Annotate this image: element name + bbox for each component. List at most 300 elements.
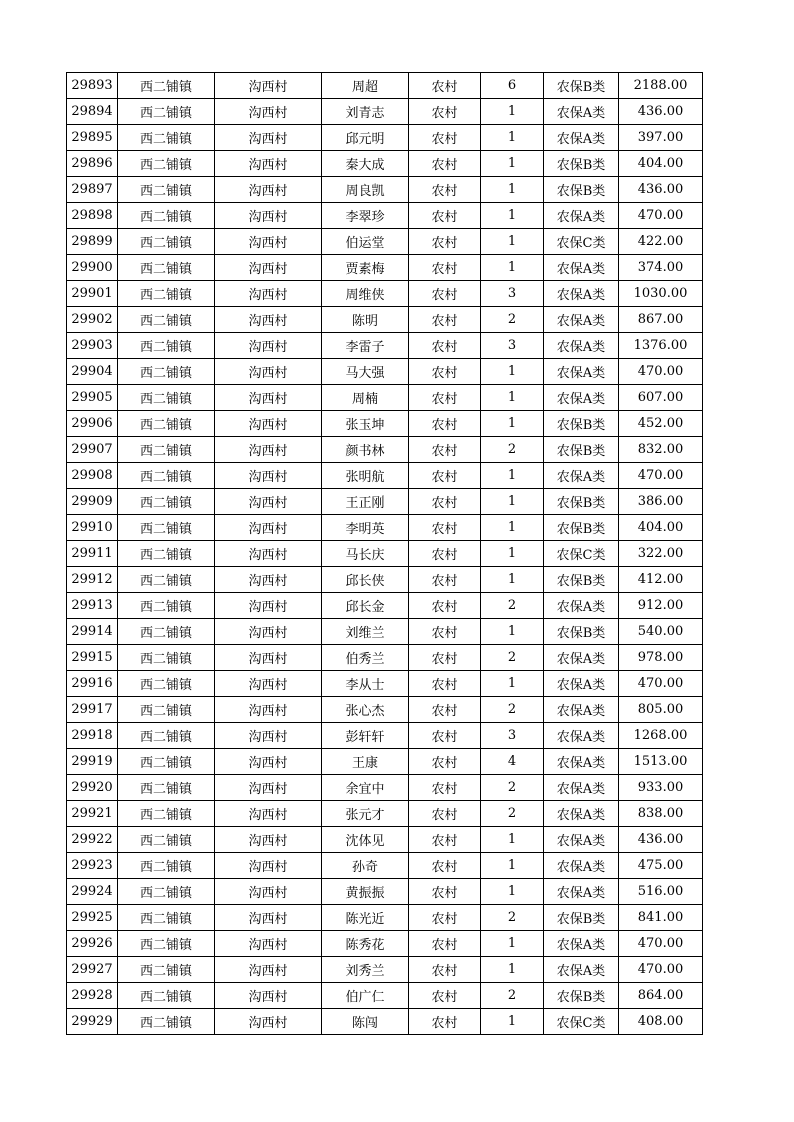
area-type-cell: 农村 bbox=[409, 385, 481, 411]
village-cell: 沟西村 bbox=[215, 255, 322, 281]
serial-number-cell: 29913 bbox=[67, 593, 118, 619]
town-cell: 西二铺镇 bbox=[118, 801, 215, 827]
village-cell: 沟西村 bbox=[215, 1009, 322, 1035]
name-cell: 邱元明 bbox=[322, 125, 409, 151]
amount-cell: 475.00 bbox=[619, 853, 703, 879]
household-size-cell: 2 bbox=[481, 593, 544, 619]
town-cell: 西二铺镇 bbox=[118, 99, 215, 125]
table-row bbox=[67, 463, 703, 489]
insurance-category-cell: 农保A类 bbox=[544, 593, 619, 619]
name-cell: 李从士 bbox=[322, 671, 409, 697]
name-cell: 王康 bbox=[322, 749, 409, 775]
household-size-cell: 3 bbox=[481, 281, 544, 307]
insurance-category-cell: 农保B类 bbox=[544, 411, 619, 437]
village-cell: 沟西村 bbox=[215, 931, 322, 957]
name-cell: 刘秀兰 bbox=[322, 957, 409, 983]
town-cell: 西二铺镇 bbox=[118, 333, 215, 359]
name-cell: 伯秀兰 bbox=[322, 645, 409, 671]
amount-cell: 1030.00 bbox=[619, 281, 703, 307]
amount-cell: 933.00 bbox=[619, 775, 703, 801]
amount-cell: 436.00 bbox=[619, 99, 703, 125]
village-cell: 沟西村 bbox=[215, 541, 322, 567]
table-row bbox=[67, 593, 703, 619]
town-cell: 西二铺镇 bbox=[118, 125, 215, 151]
insurance-category-cell: 农保A类 bbox=[544, 853, 619, 879]
serial-number-cell: 29898 bbox=[67, 203, 118, 229]
serial-number-cell: 29899 bbox=[67, 229, 118, 255]
table-row bbox=[67, 723, 703, 749]
area-type-cell: 农村 bbox=[409, 151, 481, 177]
name-cell: 贾素梅 bbox=[322, 255, 409, 281]
serial-number-cell: 29902 bbox=[67, 307, 118, 333]
name-cell: 周维侠 bbox=[322, 281, 409, 307]
household-size-cell: 1 bbox=[481, 463, 544, 489]
amount-cell: 470.00 bbox=[619, 957, 703, 983]
area-type-cell: 农村 bbox=[409, 671, 481, 697]
table-row bbox=[67, 489, 703, 515]
name-cell: 马大强 bbox=[322, 359, 409, 385]
name-cell: 陈明 bbox=[322, 307, 409, 333]
village-cell: 沟西村 bbox=[215, 671, 322, 697]
amount-cell: 607.00 bbox=[619, 385, 703, 411]
amount-cell: 1376.00 bbox=[619, 333, 703, 359]
insurance-category-cell: 农保A类 bbox=[544, 671, 619, 697]
household-size-cell: 1 bbox=[481, 359, 544, 385]
household-size-cell: 1 bbox=[481, 515, 544, 541]
area-type-cell: 农村 bbox=[409, 567, 481, 593]
town-cell: 西二铺镇 bbox=[118, 385, 215, 411]
insurance-category-cell: 农保B类 bbox=[544, 619, 619, 645]
serial-number-cell: 29900 bbox=[67, 255, 118, 281]
town-cell: 西二铺镇 bbox=[118, 749, 215, 775]
area-type-cell: 农村 bbox=[409, 1009, 481, 1035]
insurance-category-cell: 农保B类 bbox=[544, 151, 619, 177]
area-type-cell: 农村 bbox=[409, 281, 481, 307]
table-row bbox=[67, 437, 703, 463]
town-cell: 西二铺镇 bbox=[118, 645, 215, 671]
insurance-category-cell: 农保B类 bbox=[544, 983, 619, 1009]
table-row bbox=[67, 177, 703, 203]
insurance-category-cell: 农保B类 bbox=[544, 905, 619, 931]
area-type-cell: 农村 bbox=[409, 957, 481, 983]
table-row bbox=[67, 879, 703, 905]
household-size-cell: 1 bbox=[481, 229, 544, 255]
village-cell: 沟西村 bbox=[215, 983, 322, 1009]
town-cell: 西二铺镇 bbox=[118, 515, 215, 541]
village-cell: 沟西村 bbox=[215, 879, 322, 905]
amount-cell: 1513.00 bbox=[619, 749, 703, 775]
table-row bbox=[67, 385, 703, 411]
area-type-cell: 农村 bbox=[409, 177, 481, 203]
insurance-category-cell: 农保C类 bbox=[544, 229, 619, 255]
village-cell: 沟西村 bbox=[215, 853, 322, 879]
household-size-cell: 1 bbox=[481, 203, 544, 229]
town-cell: 西二铺镇 bbox=[118, 931, 215, 957]
name-cell: 伯运堂 bbox=[322, 229, 409, 255]
table-row bbox=[67, 749, 703, 775]
household-size-cell: 6 bbox=[481, 73, 544, 99]
table-row bbox=[67, 307, 703, 333]
amount-cell: 912.00 bbox=[619, 593, 703, 619]
town-cell: 西二铺镇 bbox=[118, 593, 215, 619]
name-cell: 沈体见 bbox=[322, 827, 409, 853]
amount-cell: 470.00 bbox=[619, 359, 703, 385]
name-cell: 陈光近 bbox=[322, 905, 409, 931]
insurance-category-cell: 农保C类 bbox=[544, 541, 619, 567]
village-cell: 沟西村 bbox=[215, 73, 322, 99]
town-cell: 西二铺镇 bbox=[118, 411, 215, 437]
town-cell: 西二铺镇 bbox=[118, 983, 215, 1009]
serial-number-cell: 29922 bbox=[67, 827, 118, 853]
area-type-cell: 农村 bbox=[409, 229, 481, 255]
name-cell: 伯广仁 bbox=[322, 983, 409, 1009]
serial-number-cell: 29901 bbox=[67, 281, 118, 307]
insurance-category-cell: 农保B类 bbox=[544, 437, 619, 463]
insurance-category-cell: 农保A类 bbox=[544, 879, 619, 905]
insurance-category-cell: 农保A类 bbox=[544, 801, 619, 827]
amount-cell: 397.00 bbox=[619, 125, 703, 151]
village-cell: 沟西村 bbox=[215, 489, 322, 515]
household-size-cell: 1 bbox=[481, 957, 544, 983]
town-cell: 西二铺镇 bbox=[118, 775, 215, 801]
table-row bbox=[67, 151, 703, 177]
amount-cell: 2188.00 bbox=[619, 73, 703, 99]
town-cell: 西二铺镇 bbox=[118, 957, 215, 983]
table-row bbox=[67, 411, 703, 437]
amount-cell: 422.00 bbox=[619, 229, 703, 255]
insurance-category-cell: 农保A类 bbox=[544, 957, 619, 983]
town-cell: 西二铺镇 bbox=[118, 723, 215, 749]
insurance-category-cell: 农保B类 bbox=[544, 73, 619, 99]
village-cell: 沟西村 bbox=[215, 801, 322, 827]
table-row bbox=[67, 697, 703, 723]
amount-cell: 832.00 bbox=[619, 437, 703, 463]
insurance-category-cell: 农保A类 bbox=[544, 931, 619, 957]
name-cell: 余宜中 bbox=[322, 775, 409, 801]
serial-number-cell: 29893 bbox=[67, 73, 118, 99]
name-cell: 陈秀花 bbox=[322, 931, 409, 957]
household-size-cell: 1 bbox=[481, 853, 544, 879]
village-cell: 沟西村 bbox=[215, 99, 322, 125]
village-cell: 沟西村 bbox=[215, 593, 322, 619]
area-type-cell: 农村 bbox=[409, 645, 481, 671]
village-cell: 沟西村 bbox=[215, 359, 322, 385]
town-cell: 西二铺镇 bbox=[118, 255, 215, 281]
name-cell: 周超 bbox=[322, 73, 409, 99]
ledger-body bbox=[67, 73, 703, 1035]
name-cell: 张玉坤 bbox=[322, 411, 409, 437]
table-row bbox=[67, 957, 703, 983]
name-cell: 李雷子 bbox=[322, 333, 409, 359]
household-size-cell: 2 bbox=[481, 983, 544, 1009]
table-row bbox=[67, 99, 703, 125]
household-size-cell: 2 bbox=[481, 437, 544, 463]
area-type-cell: 农村 bbox=[409, 879, 481, 905]
town-cell: 西二铺镇 bbox=[118, 73, 215, 99]
name-cell: 颜书林 bbox=[322, 437, 409, 463]
household-size-cell: 1 bbox=[481, 541, 544, 567]
ledger-table bbox=[66, 72, 703, 1035]
insurance-category-cell: 农保A类 bbox=[544, 385, 619, 411]
amount-cell: 978.00 bbox=[619, 645, 703, 671]
table-row bbox=[67, 1009, 703, 1035]
amount-cell: 408.00 bbox=[619, 1009, 703, 1035]
serial-number-cell: 29910 bbox=[67, 515, 118, 541]
town-cell: 西二铺镇 bbox=[118, 307, 215, 333]
insurance-category-cell: 农保A类 bbox=[544, 307, 619, 333]
household-size-cell: 1 bbox=[481, 385, 544, 411]
table-row bbox=[67, 281, 703, 307]
amount-cell: 436.00 bbox=[619, 177, 703, 203]
household-size-cell: 3 bbox=[481, 333, 544, 359]
town-cell: 西二铺镇 bbox=[118, 281, 215, 307]
village-cell: 沟西村 bbox=[215, 333, 322, 359]
amount-cell: 386.00 bbox=[619, 489, 703, 515]
insurance-category-cell: 农保A类 bbox=[544, 775, 619, 801]
area-type-cell: 农村 bbox=[409, 827, 481, 853]
amount-cell: 470.00 bbox=[619, 463, 703, 489]
household-size-cell: 2 bbox=[481, 645, 544, 671]
serial-number-cell: 29921 bbox=[67, 801, 118, 827]
area-type-cell: 农村 bbox=[409, 463, 481, 489]
village-cell: 沟西村 bbox=[215, 957, 322, 983]
village-cell: 沟西村 bbox=[215, 905, 322, 931]
town-cell: 西二铺镇 bbox=[118, 489, 215, 515]
table-row bbox=[67, 775, 703, 801]
insurance-category-cell: 农保C类 bbox=[544, 1009, 619, 1035]
serial-number-cell: 29923 bbox=[67, 853, 118, 879]
table-row bbox=[67, 983, 703, 1009]
amount-cell: 412.00 bbox=[619, 567, 703, 593]
serial-number-cell: 29909 bbox=[67, 489, 118, 515]
town-cell: 西二铺镇 bbox=[118, 879, 215, 905]
serial-number-cell: 29927 bbox=[67, 957, 118, 983]
household-size-cell: 1 bbox=[481, 671, 544, 697]
area-type-cell: 农村 bbox=[409, 905, 481, 931]
serial-number-cell: 29918 bbox=[67, 723, 118, 749]
household-size-cell: 1 bbox=[481, 411, 544, 437]
area-type-cell: 农村 bbox=[409, 307, 481, 333]
household-size-cell: 1 bbox=[481, 489, 544, 515]
household-size-cell: 1 bbox=[481, 931, 544, 957]
area-type-cell: 农村 bbox=[409, 73, 481, 99]
household-size-cell: 2 bbox=[481, 905, 544, 931]
name-cell: 张明航 bbox=[322, 463, 409, 489]
village-cell: 沟西村 bbox=[215, 827, 322, 853]
town-cell: 西二铺镇 bbox=[118, 203, 215, 229]
village-cell: 沟西村 bbox=[215, 411, 322, 437]
village-cell: 沟西村 bbox=[215, 723, 322, 749]
name-cell: 张元才 bbox=[322, 801, 409, 827]
serial-number-cell: 29895 bbox=[67, 125, 118, 151]
table-row bbox=[67, 333, 703, 359]
town-cell: 西二铺镇 bbox=[118, 151, 215, 177]
area-type-cell: 农村 bbox=[409, 333, 481, 359]
serial-number-cell: 29919 bbox=[67, 749, 118, 775]
village-cell: 沟西村 bbox=[215, 203, 322, 229]
household-size-cell: 2 bbox=[481, 775, 544, 801]
serial-number-cell: 29912 bbox=[67, 567, 118, 593]
household-size-cell: 2 bbox=[481, 801, 544, 827]
village-cell: 沟西村 bbox=[215, 307, 322, 333]
area-type-cell: 农村 bbox=[409, 593, 481, 619]
insurance-category-cell: 农保A类 bbox=[544, 255, 619, 281]
table-row bbox=[67, 125, 703, 151]
serial-number-cell: 29929 bbox=[67, 1009, 118, 1035]
amount-cell: 374.00 bbox=[619, 255, 703, 281]
area-type-cell: 农村 bbox=[409, 619, 481, 645]
area-type-cell: 农村 bbox=[409, 931, 481, 957]
area-type-cell: 农村 bbox=[409, 983, 481, 1009]
household-size-cell: 2 bbox=[481, 697, 544, 723]
table-row bbox=[67, 645, 703, 671]
area-type-cell: 农村 bbox=[409, 775, 481, 801]
village-cell: 沟西村 bbox=[215, 463, 322, 489]
amount-cell: 864.00 bbox=[619, 983, 703, 1009]
amount-cell: 867.00 bbox=[619, 307, 703, 333]
name-cell: 李翠珍 bbox=[322, 203, 409, 229]
amount-cell: 805.00 bbox=[619, 697, 703, 723]
household-size-cell: 1 bbox=[481, 879, 544, 905]
table-row bbox=[67, 801, 703, 827]
serial-number-cell: 29903 bbox=[67, 333, 118, 359]
serial-number-cell: 29905 bbox=[67, 385, 118, 411]
insurance-category-cell: 农保A类 bbox=[544, 99, 619, 125]
insurance-category-cell: 农保A类 bbox=[544, 697, 619, 723]
insurance-category-cell: 农保B类 bbox=[544, 567, 619, 593]
village-cell: 沟西村 bbox=[215, 229, 322, 255]
town-cell: 西二铺镇 bbox=[118, 619, 215, 645]
name-cell: 马长庆 bbox=[322, 541, 409, 567]
table-row bbox=[67, 203, 703, 229]
serial-number-cell: 29916 bbox=[67, 671, 118, 697]
area-type-cell: 农村 bbox=[409, 411, 481, 437]
town-cell: 西二铺镇 bbox=[118, 567, 215, 593]
village-cell: 沟西村 bbox=[215, 619, 322, 645]
serial-number-cell: 29894 bbox=[67, 99, 118, 125]
area-type-cell: 农村 bbox=[409, 515, 481, 541]
amount-cell: 470.00 bbox=[619, 203, 703, 229]
town-cell: 西二铺镇 bbox=[118, 827, 215, 853]
household-size-cell: 4 bbox=[481, 749, 544, 775]
serial-number-cell: 29906 bbox=[67, 411, 118, 437]
table-row bbox=[67, 827, 703, 853]
area-type-cell: 农村 bbox=[409, 359, 481, 385]
serial-number-cell: 29928 bbox=[67, 983, 118, 1009]
insurance-category-cell: 农保A类 bbox=[544, 645, 619, 671]
table-row bbox=[67, 229, 703, 255]
name-cell: 邱长侠 bbox=[322, 567, 409, 593]
amount-cell: 516.00 bbox=[619, 879, 703, 905]
name-cell: 陈闯 bbox=[322, 1009, 409, 1035]
town-cell: 西二铺镇 bbox=[118, 437, 215, 463]
insurance-category-cell: 农保B类 bbox=[544, 489, 619, 515]
table-row bbox=[67, 73, 703, 99]
amount-cell: 322.00 bbox=[619, 541, 703, 567]
area-type-cell: 农村 bbox=[409, 697, 481, 723]
village-cell: 沟西村 bbox=[215, 385, 322, 411]
name-cell: 秦大成 bbox=[322, 151, 409, 177]
serial-number-cell: 29926 bbox=[67, 931, 118, 957]
insurance-category-cell: 农保A类 bbox=[544, 359, 619, 385]
serial-number-cell: 29897 bbox=[67, 177, 118, 203]
serial-number-cell: 29915 bbox=[67, 645, 118, 671]
amount-cell: 436.00 bbox=[619, 827, 703, 853]
table-row bbox=[67, 541, 703, 567]
village-cell: 沟西村 bbox=[215, 177, 322, 203]
area-type-cell: 农村 bbox=[409, 437, 481, 463]
serial-number-cell: 29908 bbox=[67, 463, 118, 489]
amount-cell: 841.00 bbox=[619, 905, 703, 931]
name-cell: 周良凯 bbox=[322, 177, 409, 203]
insurance-category-cell: 农保B类 bbox=[544, 515, 619, 541]
serial-number-cell: 29907 bbox=[67, 437, 118, 463]
serial-number-cell: 29914 bbox=[67, 619, 118, 645]
area-type-cell: 农村 bbox=[409, 125, 481, 151]
area-type-cell: 农村 bbox=[409, 541, 481, 567]
village-cell: 沟西村 bbox=[215, 151, 322, 177]
household-size-cell: 1 bbox=[481, 99, 544, 125]
household-size-cell: 3 bbox=[481, 723, 544, 749]
insurance-category-cell: 农保A类 bbox=[544, 125, 619, 151]
table-row bbox=[67, 515, 703, 541]
village-cell: 沟西村 bbox=[215, 775, 322, 801]
table-row bbox=[67, 853, 703, 879]
table-row bbox=[67, 671, 703, 697]
village-cell: 沟西村 bbox=[215, 125, 322, 151]
serial-number-cell: 29917 bbox=[67, 697, 118, 723]
name-cell: 彭轩轩 bbox=[322, 723, 409, 749]
village-cell: 沟西村 bbox=[215, 281, 322, 307]
table-row bbox=[67, 619, 703, 645]
name-cell: 黄振振 bbox=[322, 879, 409, 905]
insurance-category-cell: 农保A类 bbox=[544, 749, 619, 775]
name-cell: 孙奇 bbox=[322, 853, 409, 879]
town-cell: 西二铺镇 bbox=[118, 541, 215, 567]
serial-number-cell: 29925 bbox=[67, 905, 118, 931]
household-size-cell: 1 bbox=[481, 125, 544, 151]
table-row bbox=[67, 905, 703, 931]
town-cell: 西二铺镇 bbox=[118, 359, 215, 385]
insurance-category-cell: 农保A类 bbox=[544, 333, 619, 359]
serial-number-cell: 29904 bbox=[67, 359, 118, 385]
name-cell: 李明英 bbox=[322, 515, 409, 541]
area-type-cell: 农村 bbox=[409, 489, 481, 515]
area-type-cell: 农村 bbox=[409, 723, 481, 749]
town-cell: 西二铺镇 bbox=[118, 853, 215, 879]
insurance-category-cell: 农保B类 bbox=[544, 177, 619, 203]
name-cell: 刘青志 bbox=[322, 99, 409, 125]
insurance-category-cell: 农保A类 bbox=[544, 281, 619, 307]
table-row bbox=[67, 255, 703, 281]
town-cell: 西二铺镇 bbox=[118, 697, 215, 723]
town-cell: 西二铺镇 bbox=[118, 229, 215, 255]
village-cell: 沟西村 bbox=[215, 749, 322, 775]
household-size-cell: 1 bbox=[481, 827, 544, 853]
amount-cell: 404.00 bbox=[619, 515, 703, 541]
amount-cell: 470.00 bbox=[619, 931, 703, 957]
insurance-category-cell: 农保A类 bbox=[544, 463, 619, 489]
serial-number-cell: 29924 bbox=[67, 879, 118, 905]
table-row bbox=[67, 567, 703, 593]
household-size-cell: 1 bbox=[481, 151, 544, 177]
town-cell: 西二铺镇 bbox=[118, 905, 215, 931]
area-type-cell: 农村 bbox=[409, 801, 481, 827]
village-cell: 沟西村 bbox=[215, 645, 322, 671]
amount-cell: 470.00 bbox=[619, 671, 703, 697]
name-cell: 张心杰 bbox=[322, 697, 409, 723]
household-size-cell: 1 bbox=[481, 1009, 544, 1035]
